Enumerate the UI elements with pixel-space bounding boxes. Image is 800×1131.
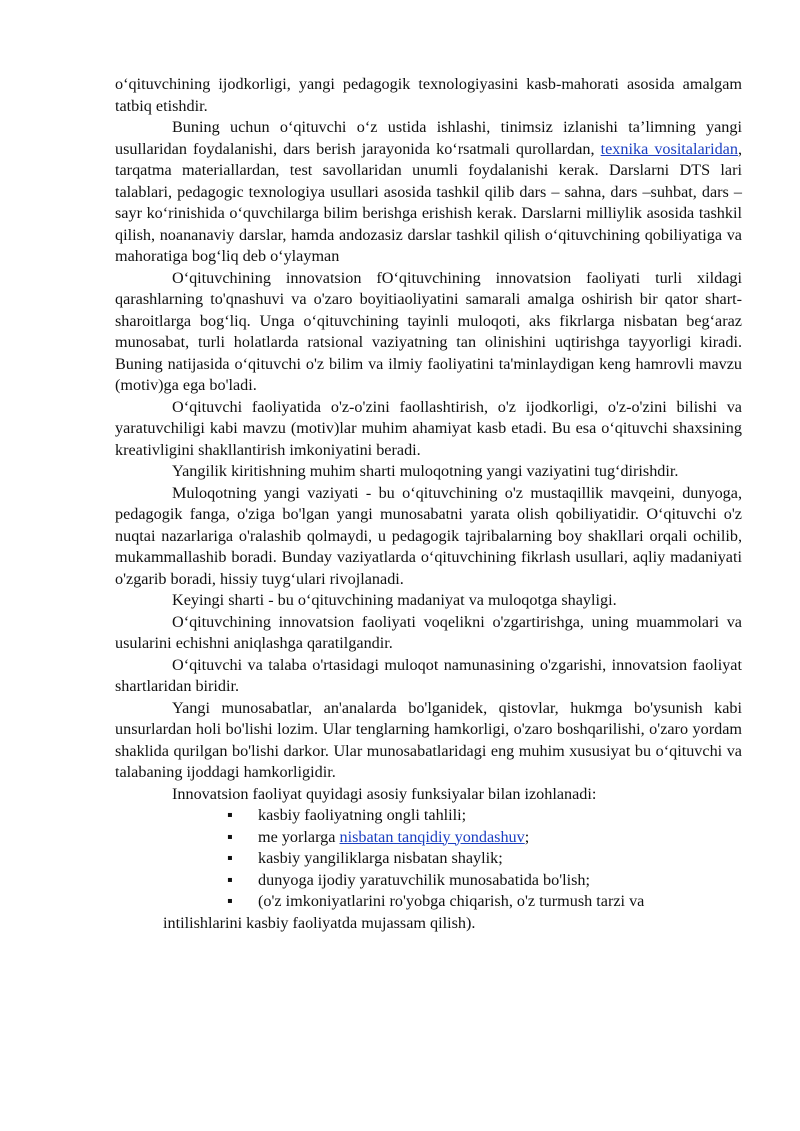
list-item-text-a: (o'z imkoniyatlarini ro'yobga chiqarish, o'z turmush tarzi va bbox=[258, 892, 645, 910]
bullet-icon: ▪ bbox=[227, 892, 233, 910]
list-item-text-b: ; bbox=[524, 827, 530, 846]
list-item-text-b: intilishlarini kasbiy faoliyatda mujassam qilish). bbox=[163, 913, 476, 932]
link-texnika-vositalaridan[interactable]: texnika vositalaridan bbox=[600, 139, 738, 158]
function-list bbox=[115, 805, 742, 934]
paragraph-0: o‘qituvchining ijodkorligi, yangi pedagogik texnologiyasini kasb-mahorati asosida amalgam tatbiq etishdir. bbox=[115, 75, 742, 115]
list-item-text-a: me yorlarga bbox=[258, 827, 340, 846]
paragraph-5: Muloqotning yangi vaziyati - bu o‘qituvchining o'z mustaqillik mavqeini, dunyoga, pedagogik fanga, o'ziga bo'lgan yangi munosabatni yarata olish qobiliyatidir. O‘qituvchi o'z nuqtai nazarlariga o'ralashib qolmaydi, u pedagogik tajribalarning boy shakllari orqali ochilib, mukammallashib boradi. Bunday vaziyatlarda o‘qituvchining fikrlash usullari, aqliy madaniyati o'zgarib boradi, hissiy tuyg‘ulari rivojlanadi. bbox=[115, 483, 742, 588]
list-item-text: kasbiy faoliyatning ongli tahlili; bbox=[258, 806, 467, 824]
bullet-icon: ▪ bbox=[227, 849, 233, 867]
paragraph-1 bbox=[115, 117, 742, 268]
paragraph-2: O‘qituvchining innovatsion fO‘qituvchining innovatsion faoliyati turli xildagi qarashlarning to'qnashuvi va o'zaro boyitiaoliyatini samarali amalga oshirish bir qator shart-sharoitlarga bog‘liq. Unga o‘qituvchining tayinli muloqoti, aks fikrlarga nisbatan beg‘araz munosabat, turli holatlarda ratsional vaziyatning tan olinishini uqtirishga tayyorligi kiradi. Buning natijasida o‘qituvchi o'z bilim va ilmiy faoliyatini ta'minlaydigan keng hamrovli mavzu (motiv)ga ega bo'ladi. bbox=[115, 268, 742, 394]
list-item-text: kasbiy yangiliklarga nisbatan shaylik; bbox=[258, 849, 503, 867]
list-item bbox=[115, 870, 742, 892]
list-item bbox=[115, 848, 742, 870]
paragraph-9: Yangi munosabatlar, an'analarda bo'lganidek, qistovlar, hukmga bo'ysunish kabi unsurlardan holi bo'lishi lozim. Ular tenglarning hamkorligi, o'zaro boshqarilishi, o'zaro yordam shaklida qurilgan bo'lishi darkor. Ular munosabatlaridagi eng muhim xususiyat bu o‘qituvchi va talabaning ijoddagi hamkorligidir. bbox=[115, 698, 742, 781]
bullet-icon: ▪ bbox=[227, 827, 233, 846]
paragraph-4: Yangilik kiritishning muhim sharti muloqotning yangi vaziyatini tug‘dirishdir. bbox=[172, 462, 679, 480]
paragraph-7: O‘qituvchining innovatsion faoliyati voqelikni o'zgartirishga, uning muammolari va usularini echishni aniqlashga qaratilgandir. bbox=[115, 612, 742, 652]
list-item bbox=[115, 827, 742, 849]
bullet-icon: ▪ bbox=[227, 806, 233, 824]
bullet-icon: ▪ bbox=[227, 870, 233, 889]
link-nisbatan-tanqidiy-yondashuv[interactable]: nisbatan tanqidiy yondashuv bbox=[339, 827, 525, 846]
paragraph-6: Keyingi sharti - bu o‘qituvchining madaniyat va muloqotga shayligi. bbox=[172, 591, 617, 609]
list-item bbox=[115, 891, 742, 934]
paragraph-1-text-b: , tarqatma materiallardan, test savollaridan unumli foydalanishi kerak. Darslarni DTS lari talablari, pedagogic texnologiya usullari asosida tashkil qilib dars – sahna, dars –suhbat, dars – sayr ko‘rinishida o‘quvchilarga bilim berishga erishish kerak. Darslarni milliylik asosida tashkil qilish, noananaviy darslar, hamda andozasiz darslar tashkil qilish o‘qituvchining qobiliyatiga va mahoratiga bog‘liq deb o‘ylayman bbox=[115, 139, 742, 265]
paragraph-8: O‘qituvchi va talaba o'rtasidagi muloqot namunasining o'zgarishi, innovatsion faoliyat shartlaridan biridir. bbox=[115, 655, 742, 695]
paragraph-10: Innovatsion faoliyat quyidagi asosiy funksiyalar bilan izohlanadi: bbox=[172, 784, 597, 803]
paragraph-1-text-a: Buning uchun o‘qituvchi o‘z ustida ishlashi, tinimsiz izlanishi ta’limning yangi usullaridan foydalanishi, dars berish jarayonida ko‘rsatmali qurollardan, bbox=[115, 118, 742, 158]
list-item bbox=[115, 805, 742, 827]
paragraph-3: O‘qituvchi faoliyatida o'z-o'zini faollashtirish, o'z ijodkorligi, o'z-o'zini bilishi va yaratuvchiligi kabi mavzu (motiv)lar muhim ahamiyat kasb etadi. Bu esa o‘qituvchi shaxsining kreativligini shakllantirish imkoniyatini beradi. bbox=[115, 397, 742, 459]
list-item-text: dunyoga ijodiy yaratuvchilik munosabatida bo'lish; bbox=[258, 870, 591, 889]
